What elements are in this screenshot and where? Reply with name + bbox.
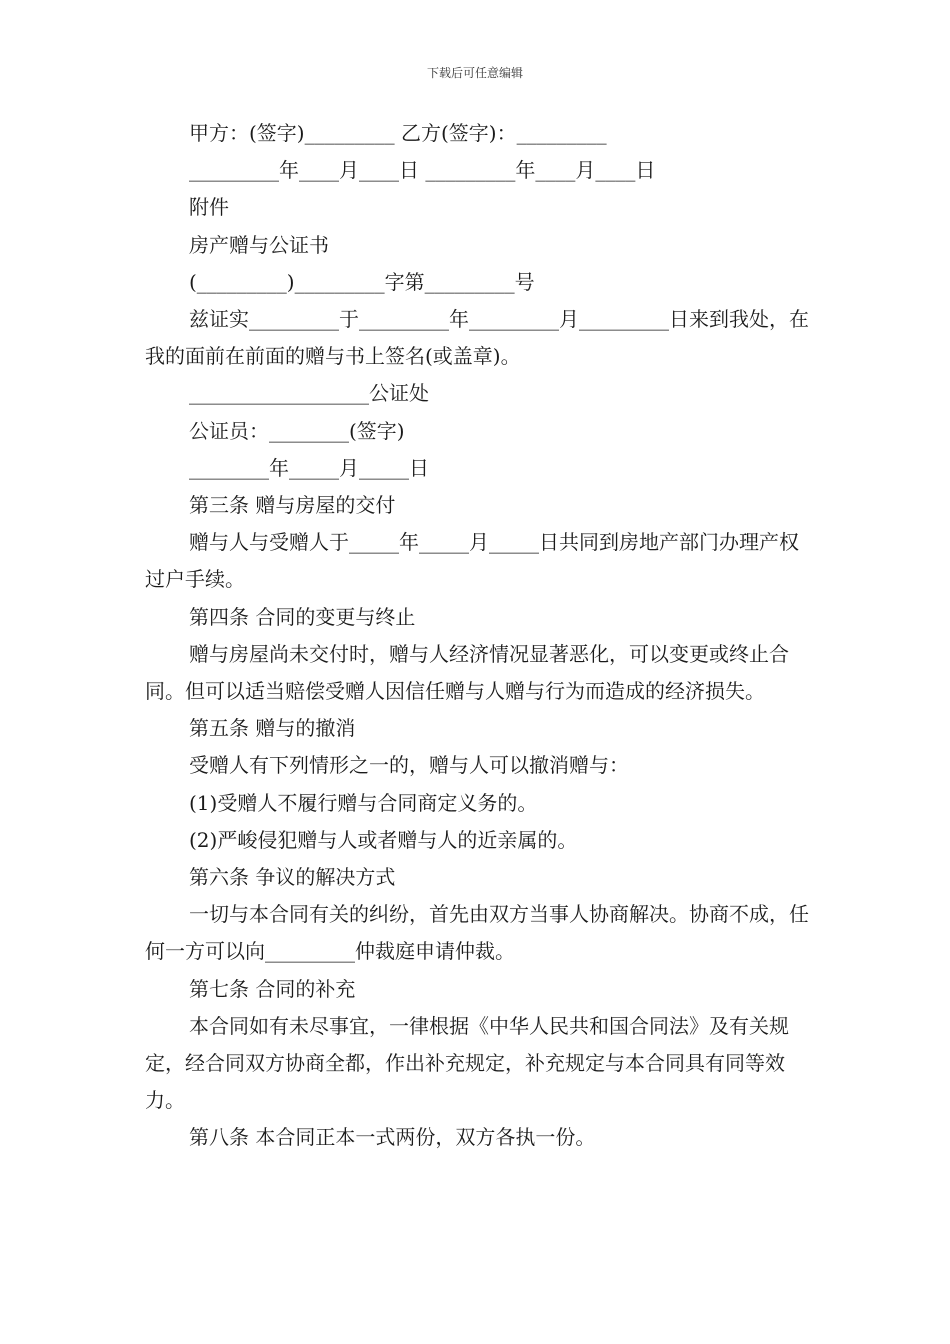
notary-signature-line: 公证员：________(签字) [189, 418, 405, 443]
article-5-item-1: (1)受赠人不履行赠与合同商定义务的。 [189, 790, 538, 815]
article-5-body: 受赠人有下列情形之一的，赠与人可以撤消赠与： [189, 753, 629, 778]
article-8-heading: 第八条 本合同正本一式两份，双方各执一份。 [189, 1125, 596, 1150]
article-3-body: 赠与人与受赠人于_____年_____月_____日共同到房地产部门办理产权过户手续。 [145, 530, 799, 592]
certification-paragraph: 兹证实_________于_________年_________月_________日来到我处，在我的面前在前面的赠与书上签名(或盖章)。 [145, 307, 809, 369]
notary-office-line: __________________公证处 [189, 381, 429, 406]
article-4-heading: 第四条 合同的变更与终止 [189, 604, 416, 629]
article-5-heading: 第五条 赠与的撤消 [189, 716, 356, 741]
article-6-body: 一切与本合同有关的纠纷，首先由双方当事人协商解决。协商不成，任何一方可以向_________仲裁庭申请仲裁。 [145, 902, 809, 964]
notary-certificate-title: 房产赠与公证书 [189, 232, 329, 257]
article-3-heading: 第三条 赠与房屋的交付 [189, 493, 396, 518]
document-body [145, 115, 810, 1157]
page-header: 下载后可任意编辑 [426, 66, 523, 80]
signature-line: 甲方：(签字)_________ 乙方(签字)：_________ [189, 121, 607, 145]
article-5-item-2: (2)严峻侵犯赠与人或者赠与人的近亲属的。 [189, 827, 578, 852]
article-6-heading: 第六条 争议的解决方式 [189, 865, 396, 890]
article-7-body: 本合同如有未尽事宜，一律根据《中华人民共和国合同法》及有关规定，经合同双方协商全都，作出补充规定，补充规定与本合同具有同等效力。 [145, 1013, 789, 1113]
article-7-heading: 第七条 合同的补充 [189, 976, 356, 1001]
article-4-body: 赠与房屋尚未交付时，赠与人经济情况显著恶化，可以变更或终止合同。但可以适当赔偿受赠人因信任赠与人赠与行为而造成的经济损失。 [145, 641, 789, 704]
attachment-heading: 附件 [189, 195, 229, 220]
date-line: _________年____月____日 _________年____月____日 [189, 158, 656, 183]
certificate-number-line: (_________)_________字第_________号 [189, 269, 535, 294]
notary-date-line: ________年_____月_____日 [189, 455, 429, 480]
